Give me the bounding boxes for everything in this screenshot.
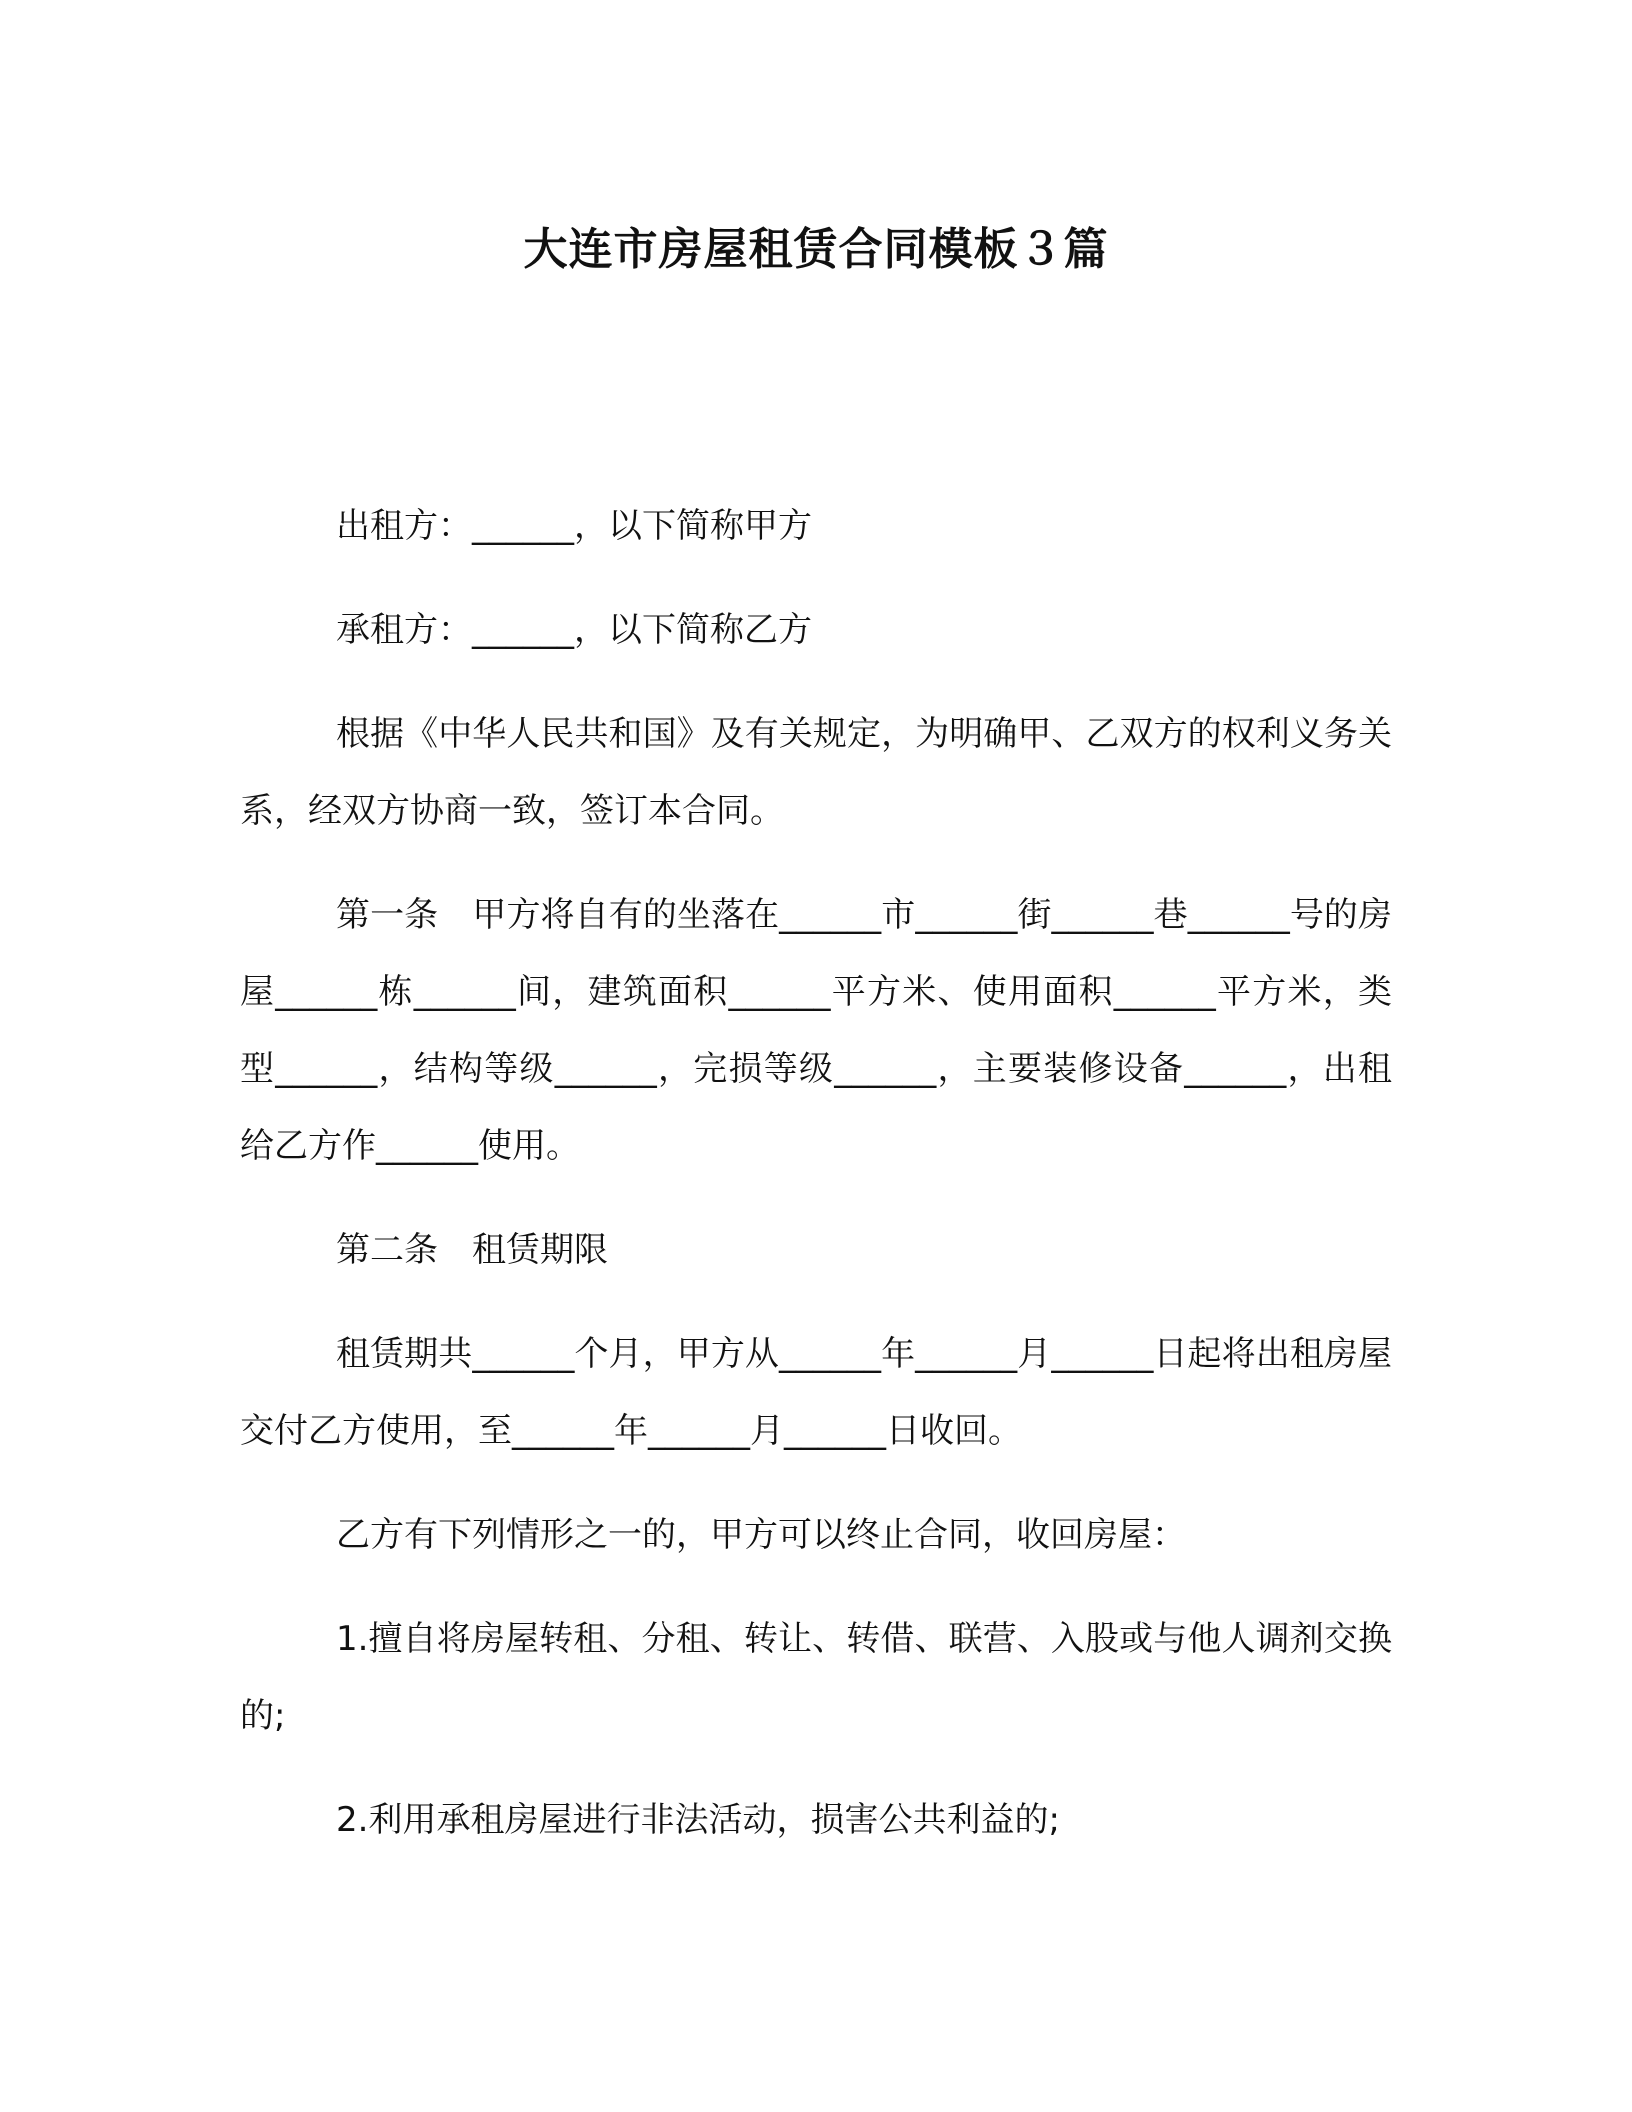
paragraph-condition-1: 1.擅自将房屋转租、分租、转让、转借、联营、入股或与他人调剂交换的;: [240, 1619, 1392, 1736]
paragraph-lessor: 出租方：______，以下简称甲方: [336, 506, 812, 546]
paragraph-article-2-heading: 第二条 租赁期限: [336, 1230, 608, 1270]
paragraph-lessee: 承租方：______，以下简称乙方: [336, 610, 812, 650]
document-title: 大连市房屋租赁合同模板３篇: [523, 224, 1109, 275]
paragraph-preamble: 根据《中华人民共和国》及有关规定，为明确甲、乙双方的权利义务关系，经双方协商一致，签订本合同。: [240, 714, 1392, 831]
paragraph-lease-term: 租赁期共______个月，甲方从______年______月______日起将出租房屋交付乙方使用，至______年______月______日收回。: [240, 1334, 1392, 1451]
paragraph-condition-2: 2.利用承租房屋进行非法活动，损害公共利益的;: [336, 1800, 1060, 1840]
paragraph-termination-conditions: 乙方有下列情形之一的，甲方可以终止合同，收回房屋：: [336, 1515, 1186, 1555]
document-body: [240, 488, 1392, 1886]
paragraph-article-1: 第一条 甲方将自有的坐落在______市______街______巷______号的房屋______栋______间，建筑面积______平方米、使用面积______平方米，类型______，结构等级______，完损等级______，主要装修设备______，出租给乙方作______使用。: [240, 895, 1392, 1166]
